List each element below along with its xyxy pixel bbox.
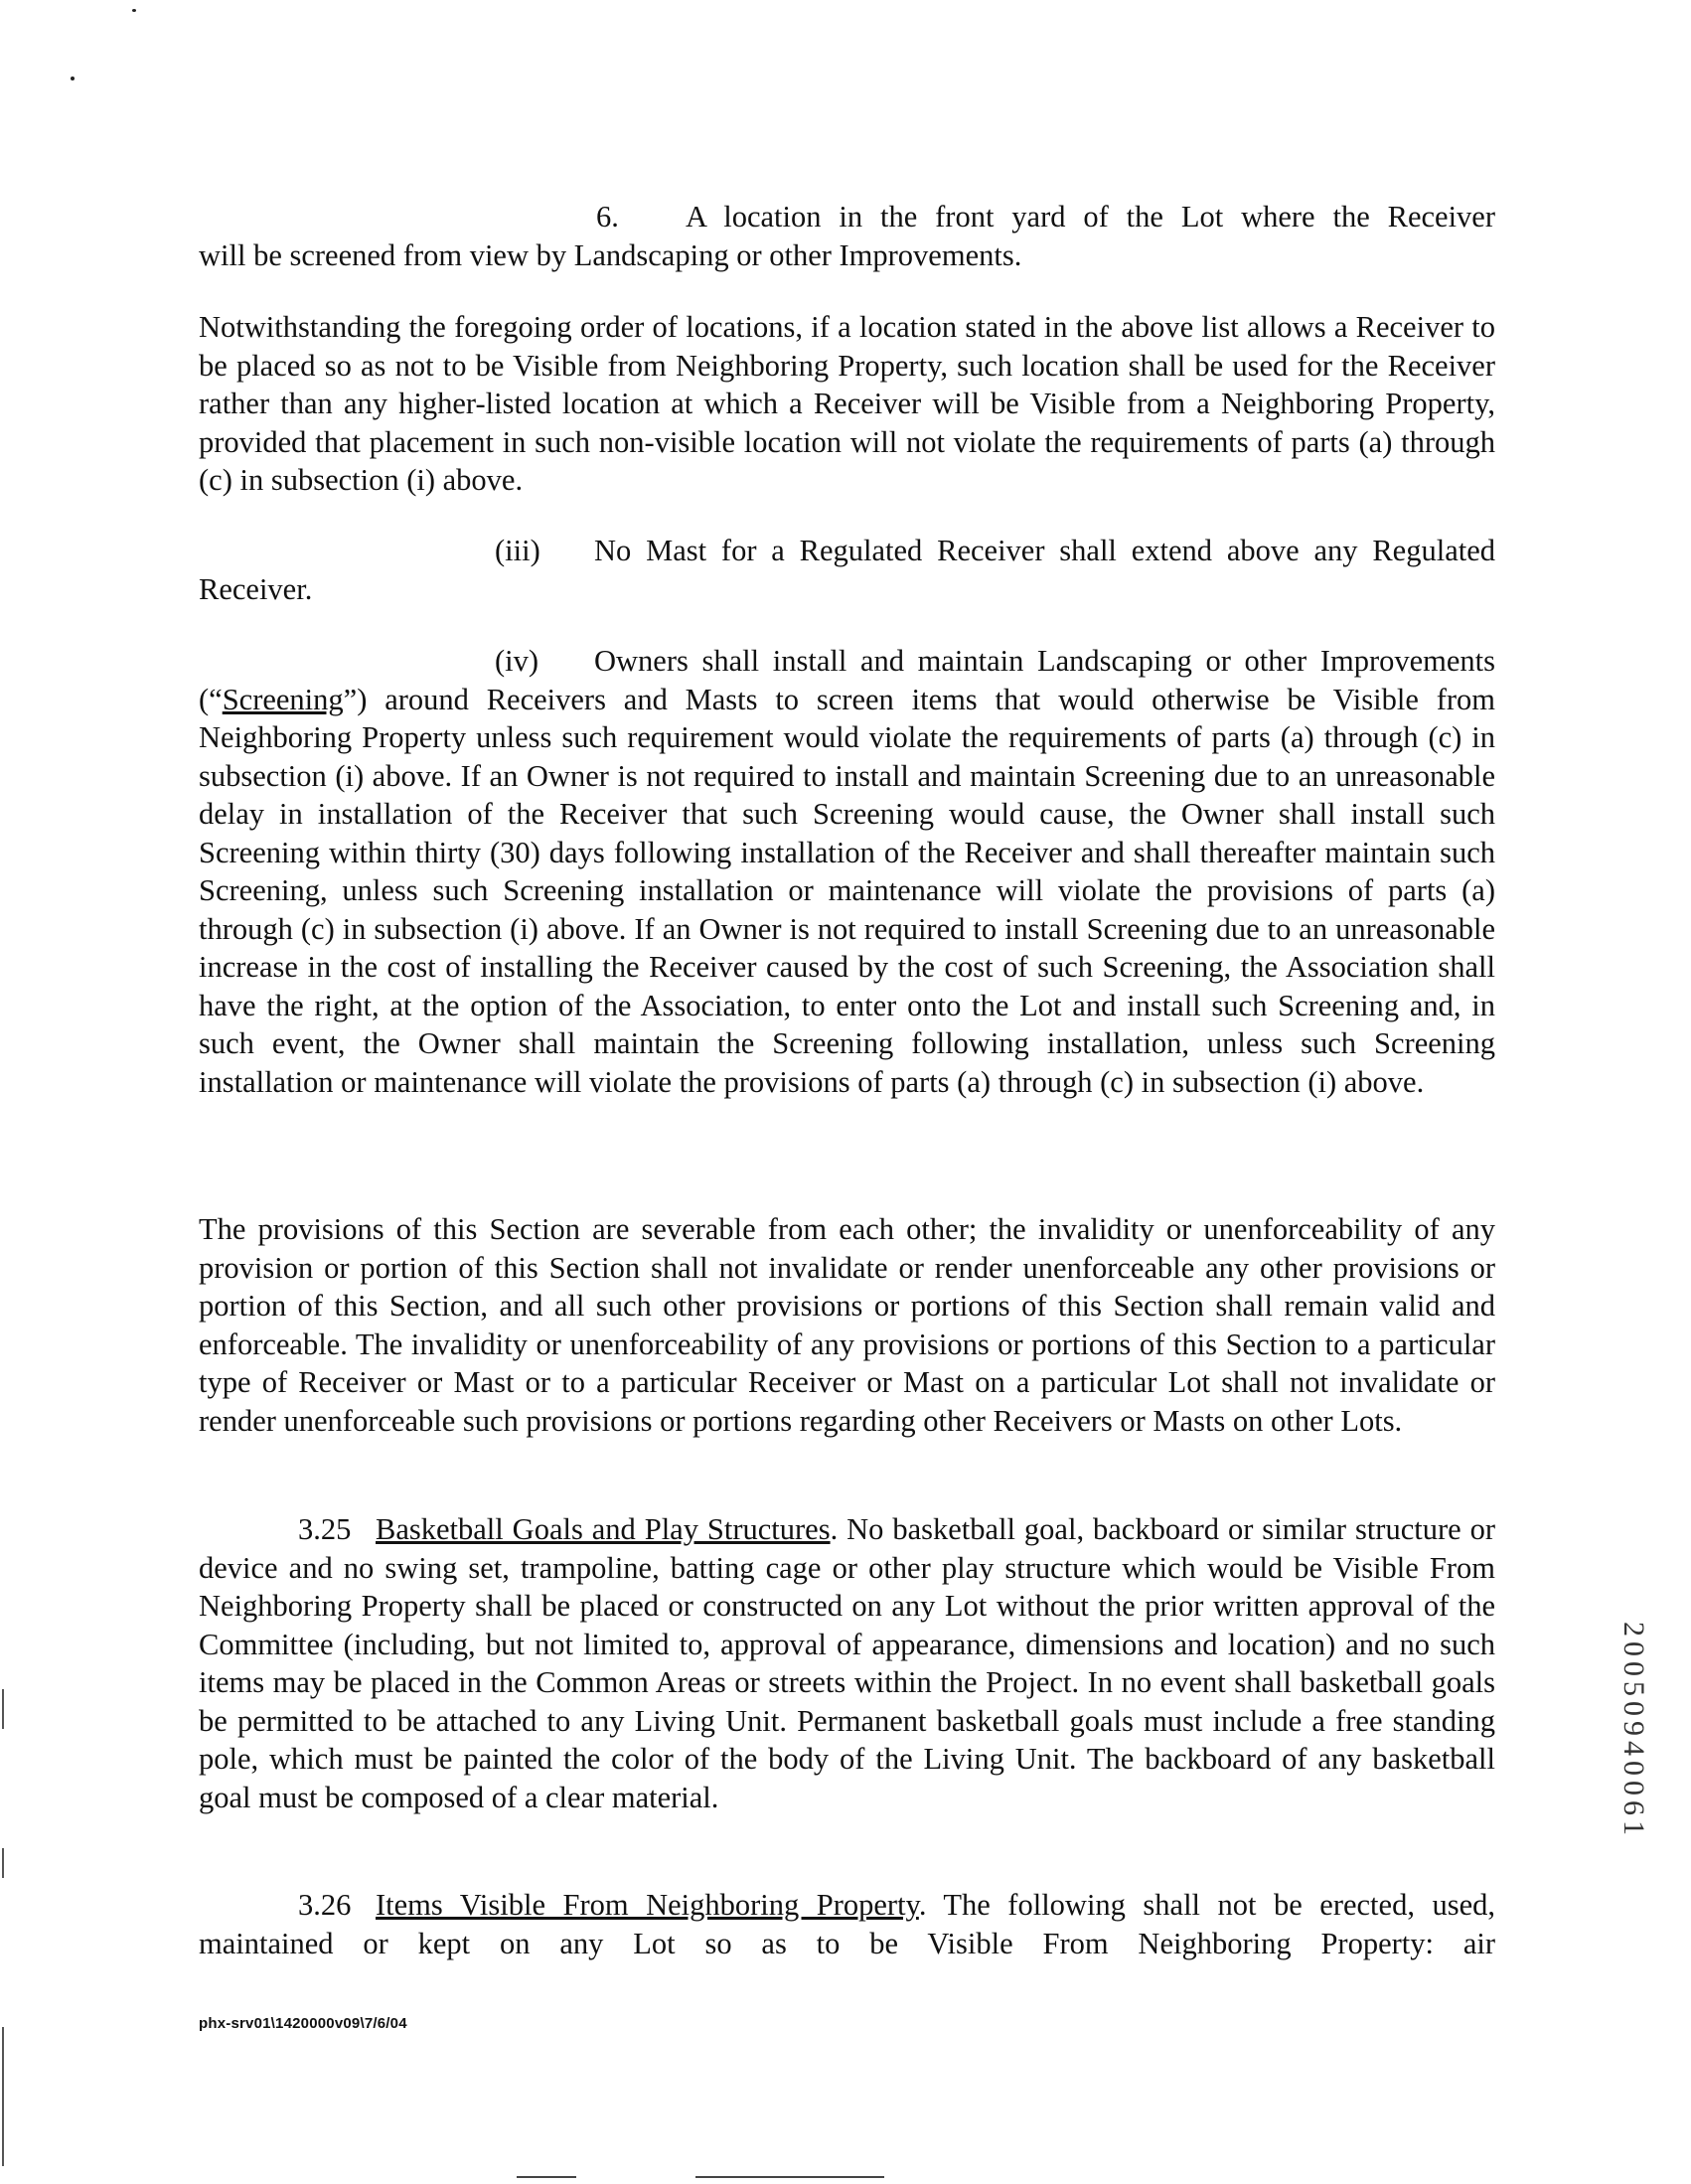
item-6-line2: will be screened from view by Landscaping or other Improvements. [199, 237, 1022, 272]
item-6-number: 6. [596, 200, 619, 234]
section-3-26-number: 3.26 [298, 1888, 352, 1922]
subsection-iv-text-before: Owners shall install and maintain Landscaping or other Improvements (“ [199, 644, 1495, 716]
subsection-iv-number: (iv) [495, 644, 539, 678]
bates-stamp [1614, 1602, 1653, 1860]
document-footer-id: phx-srv01\1420000v09\7/6/04 [199, 2015, 407, 2032]
scan-speck [132, 9, 136, 12]
section-3-25-text: . No basketball goal, backboard or similar structure or device and no swing set, trampoline, batting cage or other play structure which would be Visible From Neighboring Property shall be placed or constructed on any Lot without the prior written approval of the Committee (including, but not limited to, approval of appearance, dimensions and location) and no such items may be placed in the Common Areas or streets within the Project. In no event shall basketball goals be permitted to be attached to any Living Unit. Permanent basketball goals must include a free standing pole, which must be painted the color of the body of the Living Unit. The backboard of any basketball goal must be composed of a clear material. [199, 1512, 1495, 1814]
section-3-25 [199, 1510, 1495, 1816]
item-6 [199, 198, 1495, 274]
scan-edge-mark [517, 2176, 576, 2178]
section-3-26 [199, 1886, 1495, 1962]
subsection-iii-text: No Mast for a Regulated Receiver shall extend above any Regulated Receiver. [199, 534, 1495, 606]
severability-text: The provisions of this Section are severable from each other; the invalidity or unenforceability of any provision or portion of this Section shall not invalidate or render unenforceable any other provisions or portion of this Section, and all such other provisions or portions of this Section shall remain valid and enforceable. The invalidity or unenforceability of any provisions or portions of this Section to a particular type of Receiver or Mast or to a particular Receiver or Mast on a particular Lot shall not invalidate or render unenforceable such provisions or portions regarding other Receivers or Masts on other Lots. [199, 1212, 1495, 1438]
scan-speck [71, 77, 75, 80]
scan-edge-mark [2, 1689, 4, 1729]
screening-defined-term: Screening [222, 682, 344, 716]
section-3-26-text: . The following shall not be erected, used, maintained or kept on any Lot so as to be Visible From Neighboring Property: air [199, 1888, 1495, 1960]
scan-edge-mark [695, 2176, 884, 2178]
item-6-line1: A location in the front yard of the Lot where the Receiver [686, 200, 1495, 234]
section-3-25-heading: Basketball Goals and Play Structures [376, 1512, 831, 1546]
section-3-26-heading: Items Visible From Neighboring Property [376, 1888, 919, 1922]
subsection-iii [199, 532, 1495, 608]
section-3-25-number: 3.25 [298, 1512, 352, 1546]
subsection-iv-text-after: ”) around Receivers and Masts to screen items that would otherwise be Visible from Neighboring Property unless such requirement would violate the requirements of parts (a) through (c) in subsection (i) above. If an Owner is not required to install and maintain Screening due to an unreasonable delay in installation of the Receiver that such Screening would cause, the Owner shall install such Screening within thirty (30) days following installation of the Receiver and shall thereafter maintain such Screening, unless such Screening installation or maintenance will violate the provisions of parts (a) through (c) in subsection (i) above. If an Owner is not required to install Screening due to an unreasonable increase in the cost of installing the Receiver caused by the cost of such Screening, the Association shall have the right, at the option of the Association, to enter onto the Lot and install such Screening and, in such event, the Owner shall maintain the Screening following installation, unless such Screening installation or maintenance will violate the provisions of parts (a) through (c) in subsection (i) above. [199, 682, 1495, 1099]
severability-paragraph [199, 1210, 1495, 1440]
subsection-iv [199, 642, 1495, 1101]
subsection-iii-number: (iii) [495, 534, 540, 567]
notwithstanding-paragraph [199, 308, 1495, 500]
notwithstanding-text: Notwithstanding the foregoing order of locations, if a location stated in the above list allows a Receiver to be placed so as not to be Visible from Neighboring Property, such location shall be used for the Receiver rather than any higher-listed location at which a Receiver will be Visible from a Neighboring Property, provided that placement in such non-visible location will not violate the requirements of parts (a) through (c) in subsection (i) above. [199, 310, 1495, 497]
scan-edge-mark [2, 1848, 4, 1878]
scan-edge-mark [2, 2027, 4, 2166]
bates-number: 20050940061 [1617, 1622, 1650, 1840]
